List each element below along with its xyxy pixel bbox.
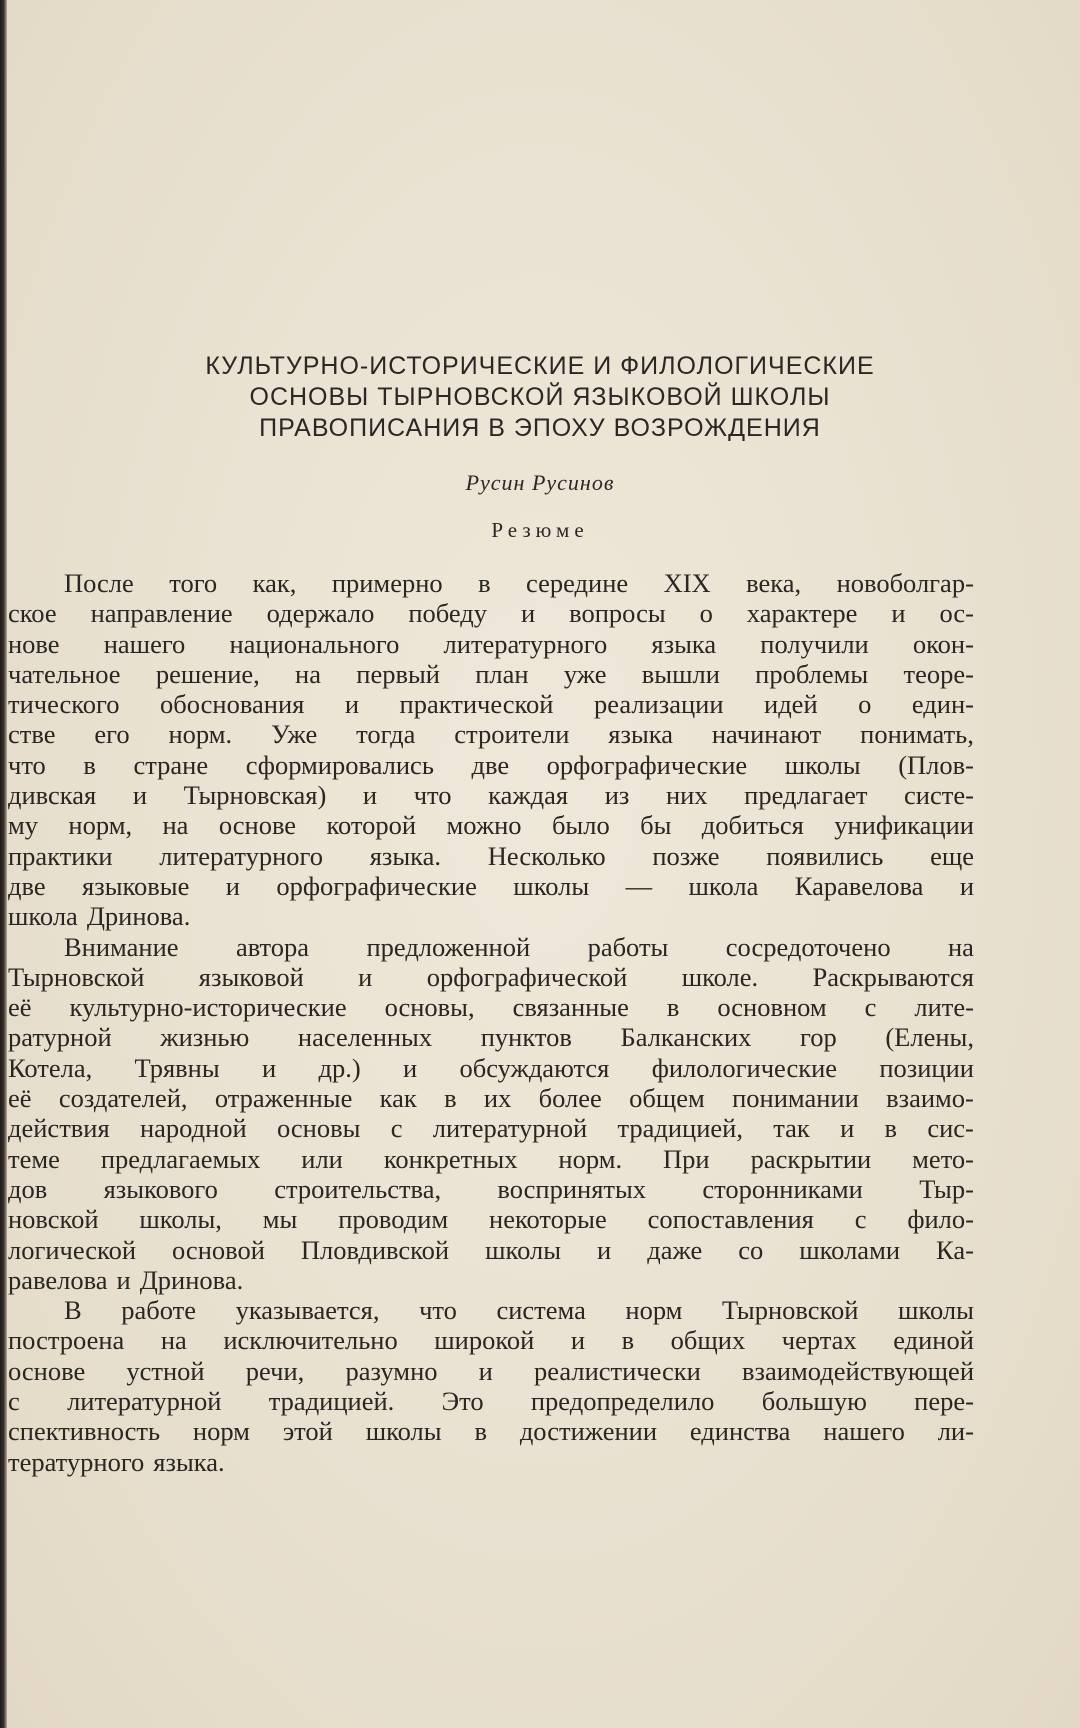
text-line: две языковые и орфографические школы — школа Каравелова и	[8, 870, 974, 901]
page-binding-edge	[0, 0, 7, 1728]
summary-text	[8, 568, 974, 1477]
paragraph	[8, 1295, 974, 1477]
text-line: её создателей, отраженные как в их более общем понимании взаимо-	[8, 1083, 974, 1114]
text-line: тического обоснования и практической реализации идей о един-	[8, 689, 974, 720]
text-line: нове нашего национального литературного языка получили окон-	[8, 628, 974, 659]
text-line: дивская и Тырновская) и что каждая из них предлагает систе-	[8, 780, 974, 811]
text-line: спективность норм этой школы в достижении единства нашего ли-	[8, 1416, 974, 1447]
text-line: практики литературного языка. Несколько позже появились еще	[8, 840, 974, 871]
text-line: дов языкового строительства, воспринятых сторонниками Тыр-	[8, 1173, 974, 1204]
author-name: Русин Русинов	[465, 470, 615, 495]
text-line: теме предлагаемых или конкретных норм. При раскрытии мето-	[8, 1143, 974, 1174]
text-line: её культурно-исторические основы, связанные в основном с лите-	[8, 992, 974, 1023]
text-line: Внимание автора предложенной работы сосредоточено на	[64, 931, 974, 962]
article-title	[0, 351, 1080, 444]
text-line: школа Дринова.	[8, 901, 191, 932]
text-line: Тырновской языковой и орфографической школе. Раскрываются	[8, 961, 974, 992]
text-line: новской школы, мы проводим некоторые сопоставления с фило-	[8, 1204, 974, 1235]
text-line: ское направление одержало победу и вопросы о характере и ос-	[8, 598, 974, 629]
text-line: му норм, на основе которой можно было бы добиться унификации	[8, 810, 974, 841]
text-line: ратурной жизнью населенных пунктов Балканских гор (Елены,	[8, 1022, 974, 1053]
title-line: КУЛЬТУРНО-ИСТОРИЧЕСКИЕ И ФИЛОЛОГИЧЕСКИЕ	[205, 352, 875, 380]
text-line: действия народной основы с литературной традицией, так и в сис-	[8, 1113, 974, 1144]
text-line: После того как, примерно в середине XIX века, новоболгар-	[64, 568, 974, 598]
text-line: чательное решение, на первый план уже вышли проблемы теоре-	[8, 658, 974, 689]
text-line: что в стране сформировались две орфографические школы (Плов-	[8, 749, 974, 780]
text-line: равелова и Дринова.	[8, 1264, 244, 1295]
title-line: ОСНОВЫ ТЫРНОВСКОЙ ЯЗЫКОВОЙ ШКОЛЫ	[249, 383, 831, 411]
text-line: В работе указывается, что система норм Тырновской школы	[64, 1295, 974, 1326]
text-line: с литературной традицией. Это предопределило большую пере-	[8, 1386, 974, 1417]
text-line: Котела, Трявны и др.) и обсуждаются филологические позиции	[8, 1052, 974, 1083]
text-line: стве его норм. Уже тогда строители языка начинают понимать,	[8, 719, 974, 750]
section-heading: Резюме	[491, 518, 589, 542]
text-line: построена на исключительно широкой и в общих чертах единой	[8, 1325, 974, 1356]
text-line: логической основой Пловдивской школы и даже со школами Ка-	[8, 1234, 974, 1265]
title-line: ПРАВОПИСАНИЯ В ЭПОХУ ВОЗРОЖДЕНИЯ	[259, 414, 821, 442]
text-line: основе устной речи, разумно и реалистически взаимодействующей	[8, 1355, 974, 1386]
paragraph	[8, 568, 974, 932]
paragraph	[8, 932, 974, 1296]
text-line: тературного языка.	[8, 1446, 225, 1477]
